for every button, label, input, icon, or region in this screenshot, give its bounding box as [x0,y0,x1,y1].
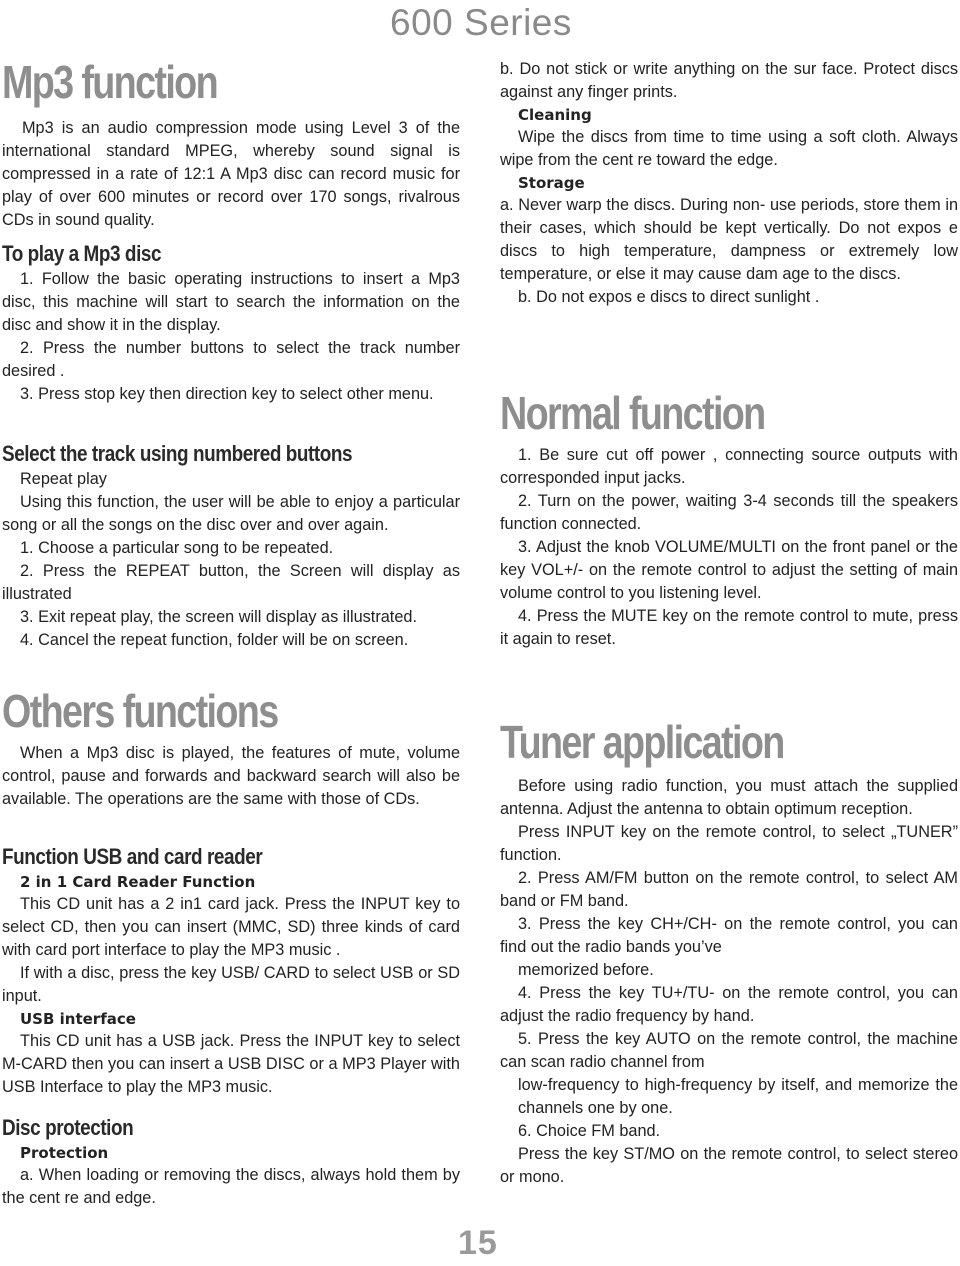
tuner-step-5: 5. Press the key AUTO on the remote control, the machine can scan radio channel from [500,1030,958,1071]
play-step-2: 2. Press the number buttons to select the track number desired . [2,339,460,380]
select-track-section [2,440,460,652]
repeat-description: Using this function, the user will be able to enjoy a particular song or all the songs on the disc over and over again. [2,493,460,534]
tuner-step-input: Press INPUT key on the remote control, to select „TUNER” function. [500,823,958,864]
repeat-step-1: 1. Choose a particular song to be repeated. [20,539,334,557]
protection-subheading: Protection [20,1144,109,1162]
play-mp3-section [2,240,460,406]
normal-function-heading: Normal function [500,387,765,439]
tuner-step-5-cont: low-frequency to high-frequency by itself, and memorize the channels one by one. [518,1076,958,1117]
repeat-play-label: Repeat play [20,470,107,488]
usb-card-select-text: If with a disc, press the key USB/ CARD to select USB or SD input. [2,964,460,1005]
tuner-step-4: 4. Press the key TU+/TU- on the remote control, you can adjust the radio frequency by hand. [500,984,958,1025]
tuner-application-section [500,717,958,1189]
mp3-function-text: Mp3 is an audio compression mode using Level 3 of the international standard MPEG, whereby sound signal is compressed in a rate of 12:1 A Mp3 disc can record music for play of over 600 minutes or record over 170 songs, rivalrous CDs in sound quality. [2,119,460,229]
series-header: 600 Series [390,2,572,43]
tuner-step-3: 3. Press the key CH+/CH- on the remote control, you can find out the radio bands you’ve [500,915,958,956]
disc-protection-heading: Disc protection [2,1115,134,1140]
tuner-application-heading: Tuner application [500,716,784,768]
others-functions-section [2,686,460,811]
storage-text-a: a. Never warp the discs. During non- use periods, store them in their cases, which should be kept vertically. Do not expos e discs to high temperature, dampness or extremely low temperature, or else it may cause dam age to the discs. [500,196,958,283]
tuner-step-6-cont: Press the key ST/MO on the remote control, to select stereo or mono. [500,1145,958,1186]
usb-card-heading: Function USB and card reader [2,844,263,869]
normal-step-2: 2. Turn on the power, waiting 3-4 seconds till the speakers function connected. [500,492,958,533]
protection-text-a: a. When loading or removing the discs, always hold them by the cent re and edge. [2,1166,460,1207]
normal-step-4: 4. Press the MUTE key on the remote control to mute, press it again to reset. [500,607,958,648]
play-step-3: 3. Press stop key then direction key to select other menu. [20,385,434,403]
repeat-step-2: 2. Press the REPEAT button, the Screen will display as illustrated [2,562,460,603]
disc-protection-section [2,1114,460,1210]
tuner-step-2: 2. Press AM/FM button on the remote control, to select AM band or FM band. [500,869,958,910]
play-step-1: 1. Follow the basic operating instructions to insert a Mp3 disc, this machine will start to search the information on the disc and show it in the display. [2,270,460,334]
normal-function-section [500,388,958,651]
storage-subheading: Storage [518,174,585,192]
tuner-step-3-cont: memorized before. [518,961,654,979]
protection-text-b: b. Do not stick or write anything on the sur face. Protect discs against any finger prints. [500,60,958,101]
cleaning-subheading: Cleaning [518,106,592,124]
cleaning-text: Wipe the discs from time to time using a soft cloth. Always wipe from the cent re toward the edge. [500,128,958,169]
repeat-step-3: 3. Exit repeat play, the screen will display as illustrated. [20,608,417,626]
repeat-step-4: 4. Cancel the repeat function, folder will be on screen. [20,631,409,649]
usb-interface-text: This CD unit has a USB jack. Press the INPUT key to select M-CARD then you can insert a USB DISC or a MP3 Player with USB Interface to play the MP3 music. [2,1032,460,1096]
tuner-intro: Before using radio function, you must attach the supplied antenna. Adjust the antenna to obtain optimum reception. [500,777,958,818]
page-number: 15 [458,1224,498,1262]
mp3-function-heading: Mp3 function [2,56,217,108]
others-functions-text: When a Mp3 disc is played, the features of mute, volume control, pause and forwards and backward search will also be available. The operations are the same with those of CDs. [2,744,460,808]
storage-text-b: b. Do not expos e discs to direct sunlight . [518,288,820,306]
disc-care-section [500,58,958,309]
card-reader-text: This CD unit has a 2 in1 card jack. Press the INPUT key to select CD, then you can insert (MMC, SD) three kinds of card with card port interface to play the MP3 music . [2,895,460,959]
others-functions-heading: Others functions [2,685,278,737]
usb-card-section [2,843,460,1099]
tuner-step-6: 6. Choice FM band. [518,1122,661,1140]
mp3-function-section [2,57,460,232]
select-track-heading: Select the track using numbered buttons [2,441,353,466]
usb-interface-subheading: USB interface [20,1010,136,1028]
play-mp3-heading: To play a Mp3 disc [2,241,162,266]
card-reader-subheading: 2 in 1 Card Reader Function [20,873,256,891]
normal-step-3: 3. Adjust the knob VOLUME/MULTI on the front panel or the key VOL+/- on the remote control to adjust the setting of main volume control to you listening level. [500,538,958,602]
normal-step-1: 1. Be sure cut off power , connecting source outputs with corresponded input jacks. [500,446,958,487]
